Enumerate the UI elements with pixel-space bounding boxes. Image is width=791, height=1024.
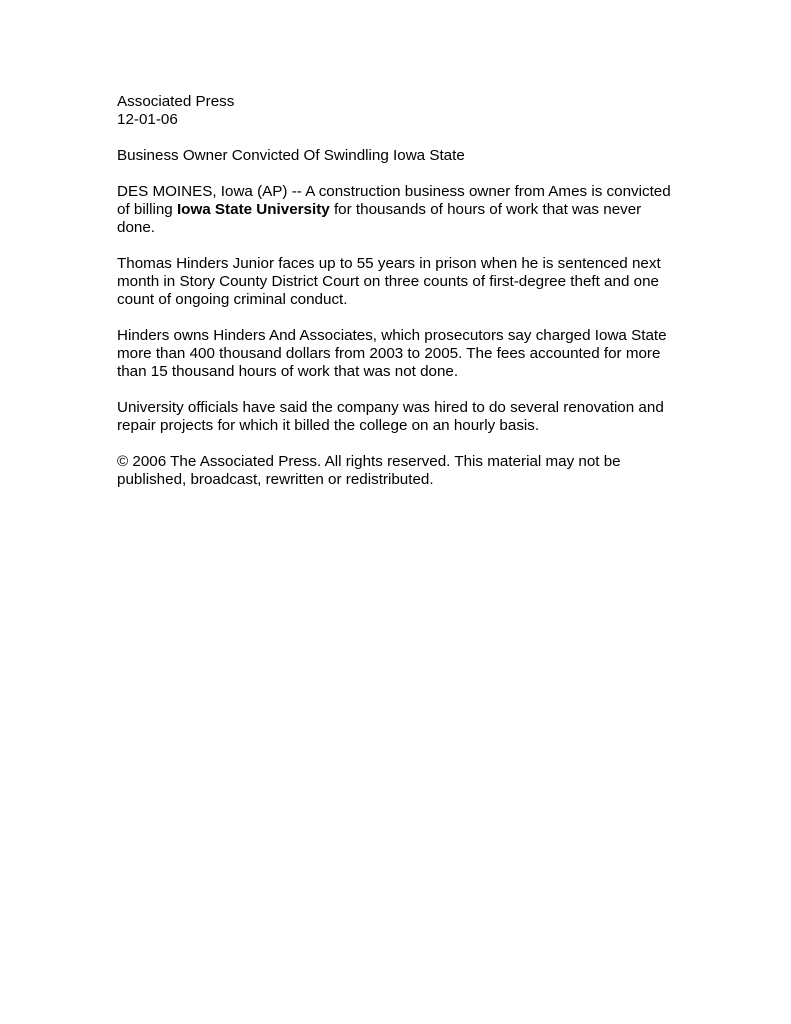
paragraph-3-text: Hinders owns Hinders And Associates, which prosecutors say charged Iowa State more than 400 thousand dollars from 2003 to 2005. The fees accounted for more than 15 thousand hours of work that was not done. xyxy=(117,327,667,380)
paragraph-2 xyxy=(117,255,683,309)
paragraph-2-text: Thomas Hinders Junior faces up to 55 years in prison when he is sentenced next month in Story County District Court on three counts of first-degree theft and one count of ongoing criminal conduct. xyxy=(117,255,661,308)
paragraph-1-text xyxy=(117,183,683,237)
paragraph-4-text: University officials have said the company was hired to do several renovation and repair projects for which it billed the college on an hourly basis. xyxy=(117,399,664,434)
article-header xyxy=(117,93,683,129)
paragraph-1-after: for thousands of hours of work that was never done. xyxy=(117,201,642,236)
source-line: Associated Press xyxy=(117,93,235,110)
paragraph-1-before: DES MOINES, Iowa (AP) -- A construction business owner from Ames is convicted of billing xyxy=(117,183,671,218)
paragraph-1-bold: Iowa State University xyxy=(176,201,330,218)
paragraph-1 xyxy=(117,183,683,237)
paragraph-3 xyxy=(117,327,683,381)
article-document xyxy=(117,93,683,507)
date-line: 12-01-06 xyxy=(117,111,178,128)
copyright-text: © 2006 The Associated Press. All rights reserved. This material may not be published, broadcast, rewritten or redistributed. xyxy=(117,453,621,488)
headline-block xyxy=(117,147,683,165)
headline: Business Owner Convicted Of Swindling Iowa State xyxy=(117,147,465,164)
copyright-block xyxy=(117,453,683,489)
paragraph-4 xyxy=(117,399,683,435)
